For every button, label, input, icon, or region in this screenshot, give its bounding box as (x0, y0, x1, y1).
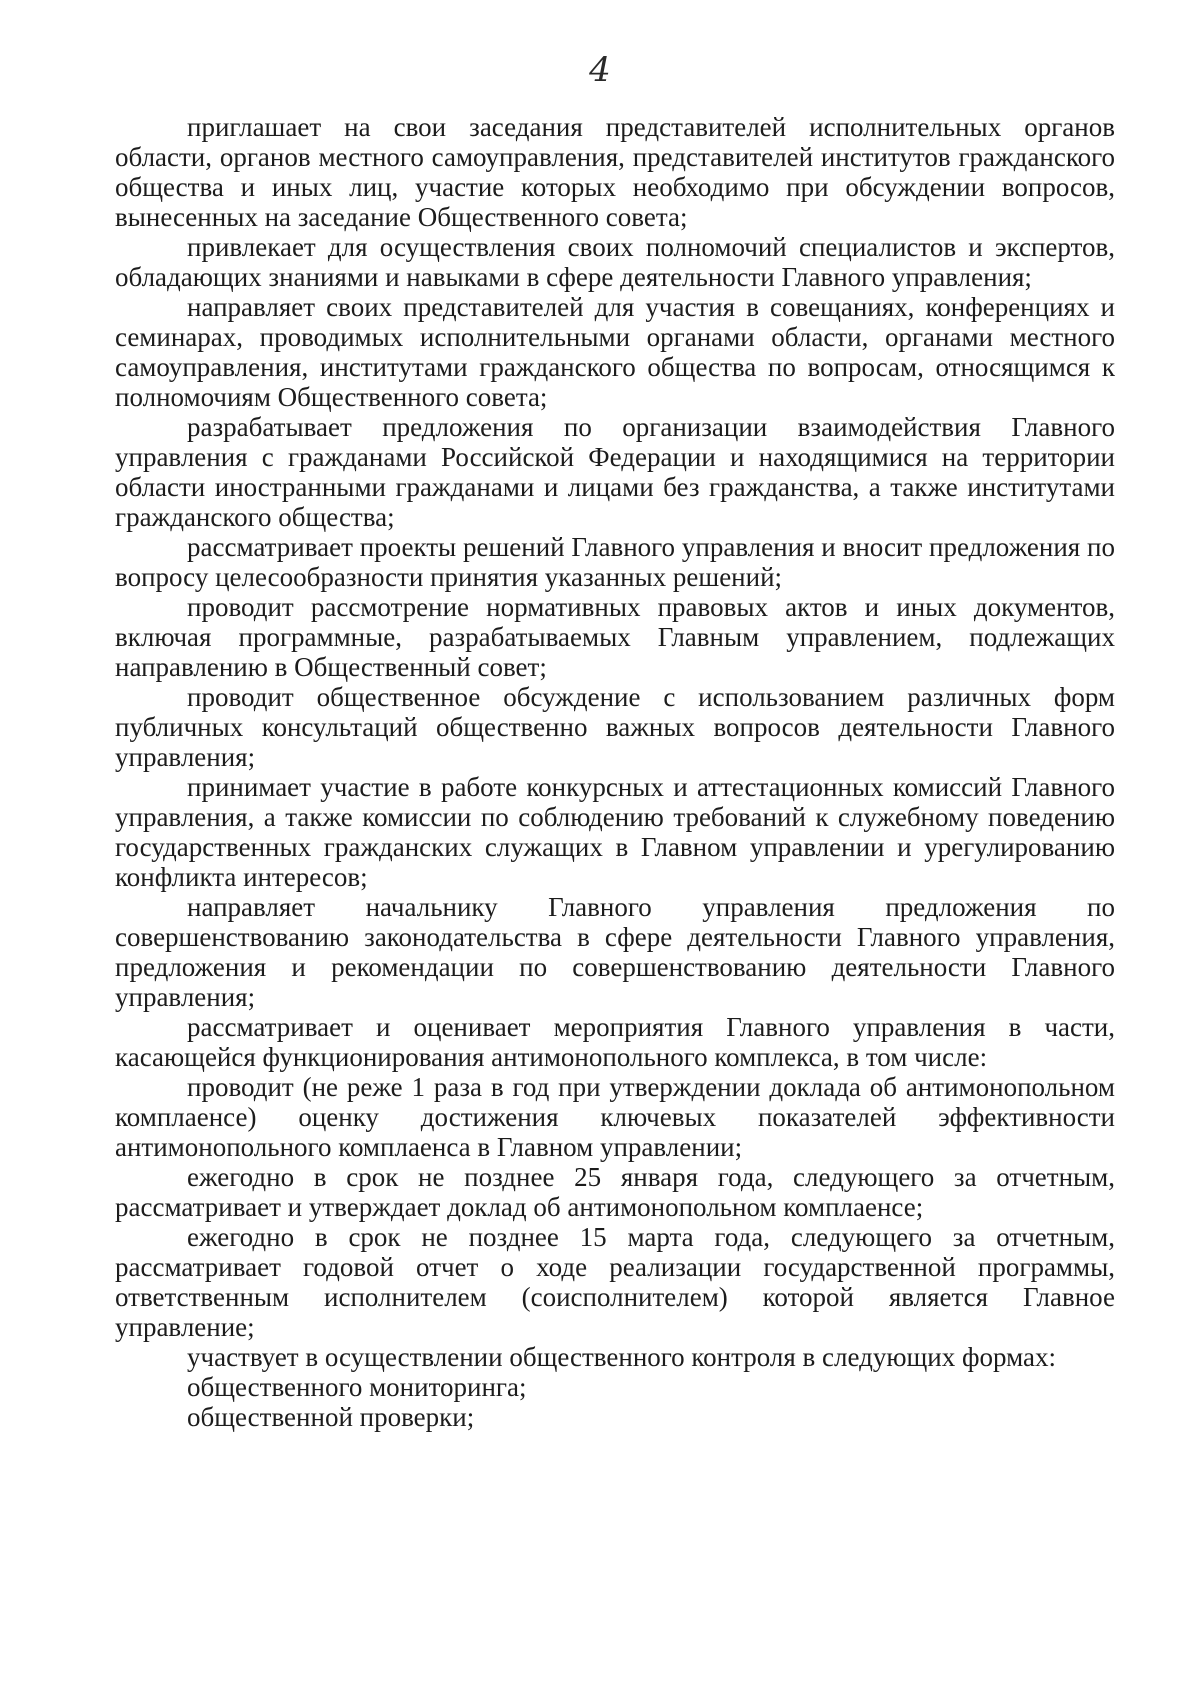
paragraph-public-discussion: проводит общественное обсуждение с использованием различных форм публичных консультаций общественно важных вопросов деятельности Главного управления; (115, 682, 1115, 772)
paragraph-public-control: участвует в осуществлении общественного контроля в следующих формах: (187, 1342, 1056, 1372)
paragraph-reviews-legal-acts: проводит рассмотрение нормативных правовых актов и иных документов, включая программные, разрабатываемых Главным управлением, подлежащих направлению в Общественный совет; (115, 592, 1115, 682)
paragraph-january-report: ежегодно в срок не позднее 25 января года, следующего за отчетным, рассматривает и утверждает доклад об антимонопольном комплаенсе; (115, 1162, 1115, 1222)
paragraph-kpi-assessment: проводит (не реже 1 раза в год при утверждении доклада об антимонопольном комплаенсе) оценку достижения ключевых показателей эффективности антимонопольного комплаенса в Главном управлении; (115, 1072, 1115, 1162)
paragraph-march-report: ежегодно в срок не позднее 15 марта года, следующего за отчетным, рассматривает годовой отчет о ходе реализации государственной программы, ответственным исполнителем (соисполнителем) которой является Главное управление; (115, 1222, 1115, 1342)
page-number: 4 (589, 50, 611, 90)
paragraph-sends-representatives: направляет своих представителей для участия в совещаниях, конференциях и семинарах, проводимых исполнительными органами области, органами местного самоуправления, институтами гражданского общества по вопросам, относящимся к полномочиям Общественного совета; (115, 292, 1115, 412)
paragraph-reviews-draft-decisions: рассматривает проекты решений Главного управления и вносит предложения по вопросу целесообразности принятия указанных решений; (115, 532, 1115, 592)
paragraph-antimonopoly-evaluation: рассматривает и оценивает мероприятия Главного управления в части, касающейся функционирования антимонопольного комплекса, в том числе: (115, 1012, 1115, 1072)
document-body (115, 112, 1115, 1432)
paragraph-public-monitoring: общественного мониторинга; (187, 1372, 527, 1402)
paragraph-public-inspection: общественной проверки; (187, 1402, 475, 1432)
paragraph-invites-representatives: приглашает на свои заседания представителей исполнительных органов области, органов местного самоуправления, представителей институтов гражданского общества и иных лиц, участие которых необходимо при обсуждении вопросов, вынесенных на заседание Общественного совета; (115, 112, 1115, 232)
paragraph-engages-experts: привлекает для осуществления своих полномочий специалистов и экспертов, обладающих знаниями и навыками в сфере деятельности Главного управления; (115, 232, 1115, 292)
paragraph-legislation-proposals: направляет начальнику Главного управления предложения по совершенствованию законодательства в сфере деятельности Главного управления, предложения и рекомендации по совершенствованию деятельности Главного управления; (115, 892, 1115, 1012)
paragraph-develops-proposals: разрабатывает предложения по организации взаимодействия Главного управления с гражданами Российской Федерации и находящимися на территории области иностранными гражданами и лицами без гражданства, а также институтами гражданского общества; (115, 412, 1115, 532)
paragraph-commissions-participation: принимает участие в работе конкурсных и аттестационных комиссий Главного управления, а также комиссии по соблюдению требований к служебному поведению государственных гражданских служащих в Главном управлении и урегулированию конфликта интересов; (115, 772, 1115, 892)
